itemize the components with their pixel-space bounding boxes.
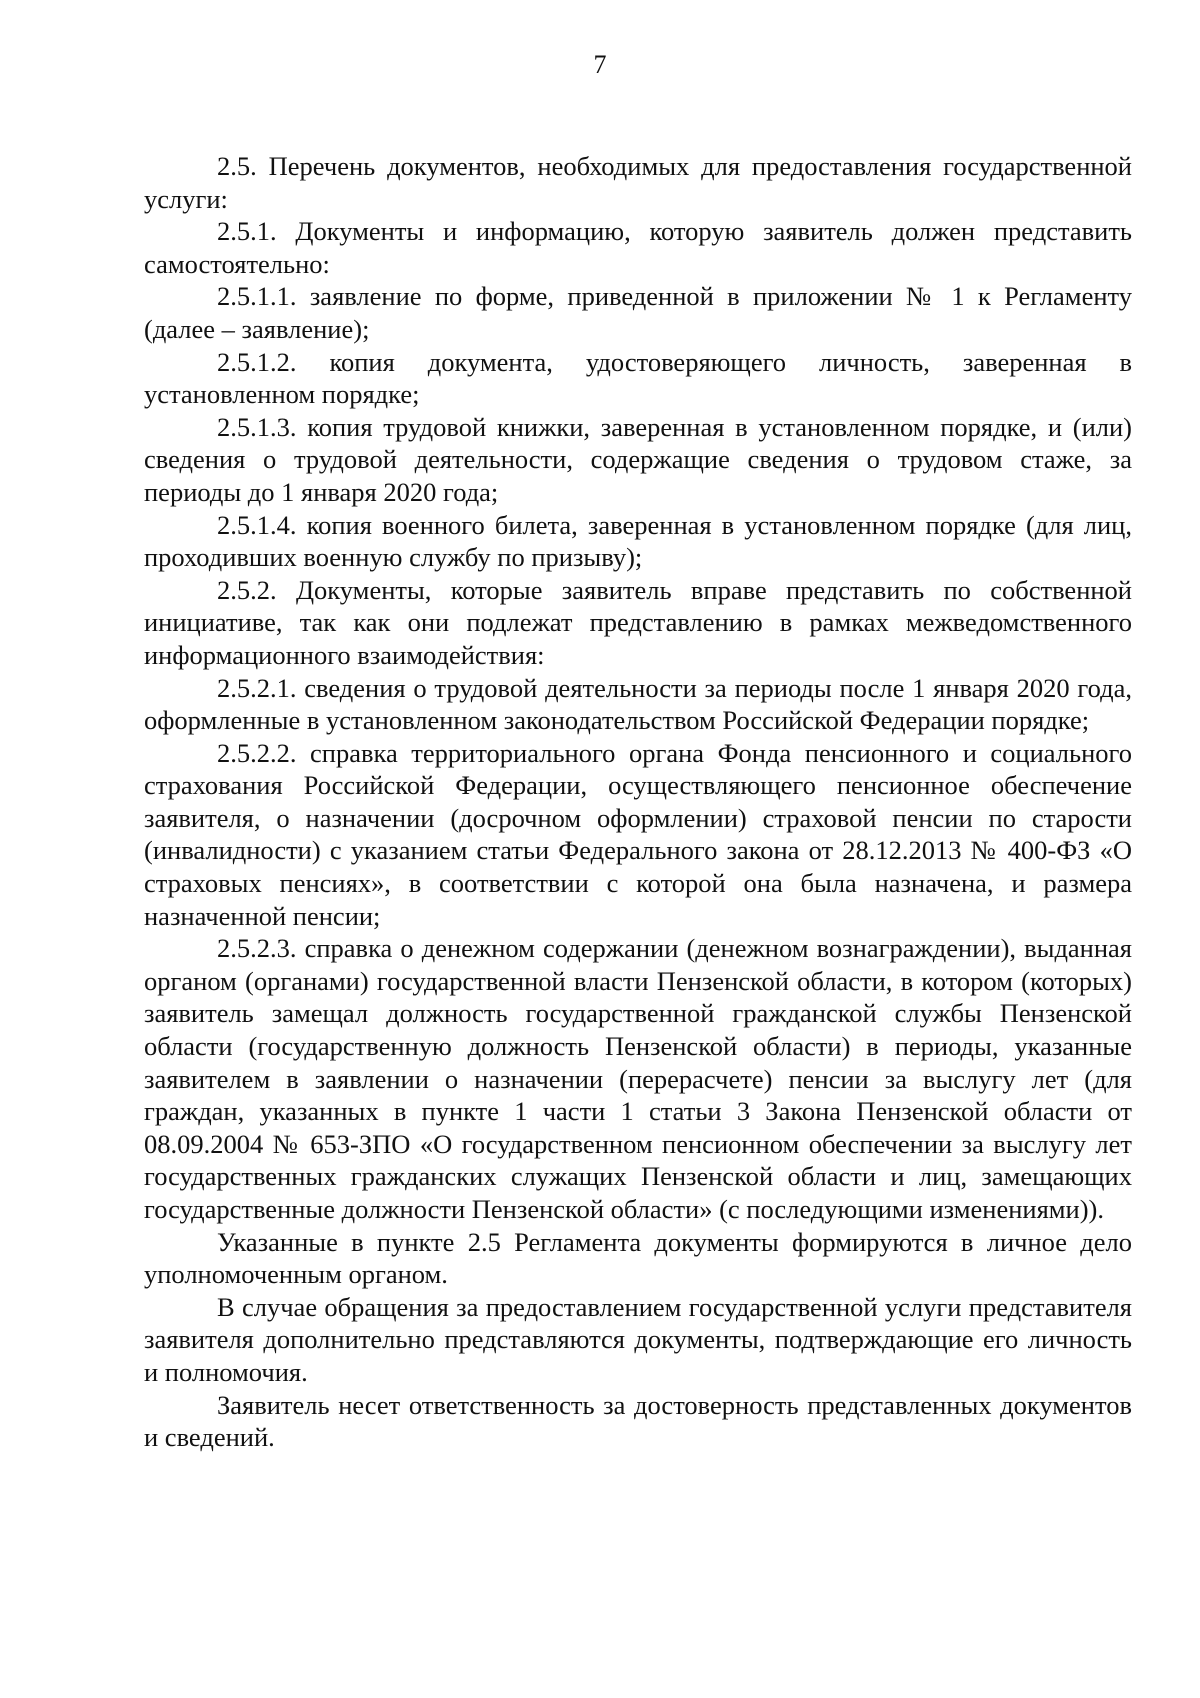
paragraph-responsibility: Заявитель несет ответственность за достоверность представленных документов и сведений.: [144, 1389, 1132, 1453]
paragraph-representative: В случае обращения за предоставлением государственной услуги представителя заявителя дополнительно представляются документы, подтверждающие его личность и полномочия.: [144, 1291, 1132, 1387]
paragraph-2-5-1-3: 2.5.1.3. копия трудовой книжки, заверенная в установленном порядке, и (или) сведения о трудовой деятельности, содержащие сведения о трудовом стаже, за периоды до 1 января 2020 года;: [144, 411, 1132, 507]
paragraph-2-5-1-4: 2.5.1.4. копия военного билета, заверенная в установленном порядке (для лиц, проходивших военную службу по призыву);: [144, 509, 1132, 573]
paragraph-personal-file: Указанные в пункте 2.5 Регламента документы формируются в личное дело уполномоченным органом.: [144, 1226, 1132, 1290]
paragraph-2-5: 2.5. Перечень документов, необходимых для предоставления государственной услуги:: [144, 151, 1132, 214]
page-number: 7: [593, 50, 607, 79]
paragraph-2-5-2: 2.5.2. Документы, которые заявитель вправе представить по собственной инициативе, так как они подлежат представлению в рамках межведомственного информационного взаимодействия:: [144, 574, 1132, 670]
paragraph-2-5-1-2: 2.5.1.2. копия документа, удостоверяющего личность, заверенная в установленном порядке;: [144, 346, 1132, 410]
paragraph-2-5-1-1: 2.5.1.1. заявление по форме, приведенной в приложении № 1 к Регламенту (далее – заявление);: [144, 281, 1132, 344]
paragraph-2-5-2-1: 2.5.2.1. сведения о трудовой деятельности за периоды после 1 января 2020 года, оформленные в установленном законодательством Российской Федерации порядке;: [144, 672, 1132, 736]
paragraph-2-5-1: 2.5.1. Документы и информацию, которую заявитель должен представить самостоятельно:: [144, 216, 1132, 279]
paragraph-2-5-2-2: 2.5.2.2. справка территориального органа Фонда пенсионного и социального страхования Российской Федерации, осуществляющего пенсионное обеспечение заявителя, о назначении (досрочном оформлении) страховой пенсии по старости (инвалидности) с указанием статьи Федерального закона от 28.12.2013 № 400-ФЗ «О страховых пенсиях», в соответствии с которой она была назначена, и размера назначенной пенсии;: [144, 737, 1132, 931]
document-body: [144, 150, 1132, 1454]
paragraph-2-5-2-3: 2.5.2.3. справка о денежном содержании (денежном вознаграждении), выданная органом (органами) государственной власти Пензенской области, в котором (которых) заявитель замещал должность государственной гражданской службы Пензенской области (государственную должность Пензенской области) в периоды, указанные заявителем в заявлении о назначении (перерасчете) пенсии за выслугу лет (для граждан, указанных в пункте 1 части 1 статьи 3 Закона Пензенской области от 08.09.2004 № 653-ЗПО «О государственном пенсионном обеспечении за выслугу лет государственных гражданских служащих Пензенской области и лиц, замещающих государственные должности Пензенской области» (с последующими изменениями)).: [144, 933, 1132, 1224]
